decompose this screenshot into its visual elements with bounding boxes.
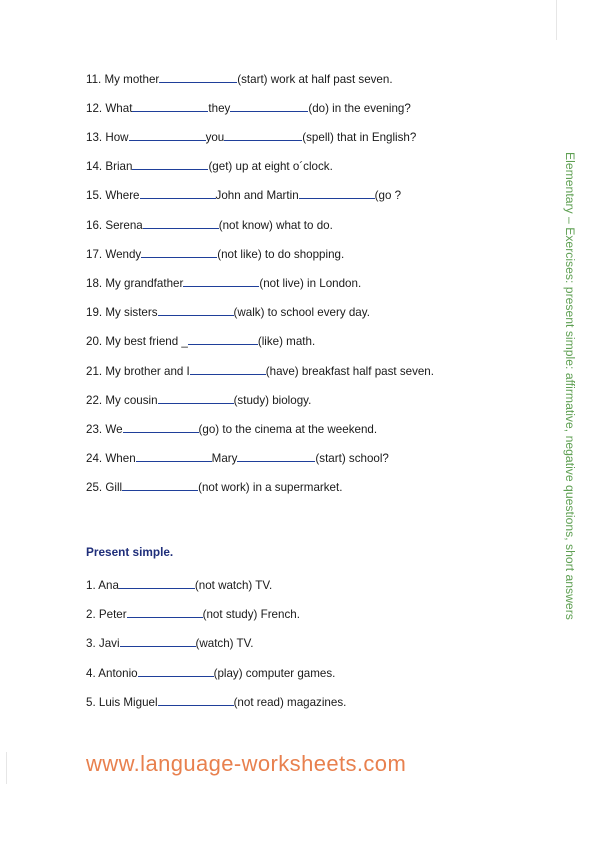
exercise-item: 5. Luis Miguel (not read) magazines. bbox=[86, 693, 346, 709]
answer-blank[interactable] bbox=[132, 99, 208, 112]
exercise-item: 12. What they (do) in the evening? bbox=[86, 99, 411, 115]
exercise-item: 18. My grandfather (not live) in London. bbox=[86, 274, 361, 290]
answer-blank[interactable] bbox=[158, 693, 234, 706]
answer-blank[interactable] bbox=[122, 478, 198, 491]
exercise-item: 16. Serena (not know) what to do. bbox=[86, 216, 333, 232]
answer-blank[interactable] bbox=[129, 128, 206, 141]
exercise-item: 24. When Mary (start) school? bbox=[86, 449, 389, 465]
fold-mark bbox=[556, 0, 557, 40]
answer-blank[interactable] bbox=[159, 70, 237, 83]
answer-blank[interactable] bbox=[299, 186, 375, 199]
answer-blank[interactable] bbox=[136, 449, 212, 462]
footer-url[interactable]: www.language-worksheets.com bbox=[86, 751, 407, 776]
answer-blank[interactable] bbox=[230, 99, 308, 112]
exercise-item: 4. Antonio (play) computer games. bbox=[86, 664, 335, 680]
exercise-item: 1. Ana (not watch) TV. bbox=[86, 576, 272, 592]
fold-mark bbox=[6, 752, 7, 784]
answer-blank[interactable] bbox=[158, 303, 234, 316]
answer-blank[interactable] bbox=[119, 576, 195, 589]
answer-blank[interactable] bbox=[143, 216, 219, 229]
exercise-item: 20. My best friend _ (like) math. bbox=[86, 332, 315, 348]
answer-blank[interactable] bbox=[141, 245, 217, 258]
answer-blank[interactable] bbox=[237, 449, 315, 462]
exercise-item: 13. How you (spell) that in English? bbox=[86, 128, 416, 144]
answer-blank[interactable] bbox=[127, 605, 203, 618]
answer-blank[interactable] bbox=[132, 157, 208, 170]
exercise-item: 25. Gill (not work) in a supermarket. bbox=[86, 478, 342, 494]
answer-blank[interactable] bbox=[190, 362, 266, 375]
answer-blank[interactable] bbox=[224, 128, 302, 141]
answer-blank[interactable] bbox=[138, 664, 214, 677]
exercise-item: 23. We (go) to the cinema at the weekend. bbox=[86, 420, 377, 436]
exercise-item: 3. Javi (watch) TV. bbox=[86, 634, 254, 650]
exercise-item: 19. My sisters (walk) to school every day. bbox=[86, 303, 370, 319]
exercise-item: 22. My cousin (study) biology. bbox=[86, 391, 311, 407]
exercise-item: 11. My mother (start) work at half past seven. bbox=[86, 70, 393, 86]
sidebar-title: Elementary – Exercises: present simple: affirmative, negative questions, short answers bbox=[563, 152, 577, 620]
answer-blank[interactable] bbox=[183, 274, 259, 287]
exercise-item: 2. Peter (not study) French. bbox=[86, 605, 300, 621]
answer-blank[interactable] bbox=[123, 420, 199, 433]
answer-blank[interactable] bbox=[188, 332, 258, 345]
answer-blank[interactable] bbox=[158, 391, 234, 404]
exercise-item: 17. Wendy (not like) to do shopping. bbox=[86, 245, 344, 261]
exercise-item: 14. Brian (get) up at eight o´clock. bbox=[86, 157, 333, 173]
answer-blank[interactable] bbox=[120, 634, 196, 647]
exercise-item: 21. My brother and I (have) breakfast half past seven. bbox=[86, 362, 434, 378]
section-heading: Present simple. bbox=[86, 545, 174, 559]
answer-blank[interactable] bbox=[140, 186, 216, 199]
exercise-item: 15. Where John and Martin (go ? bbox=[86, 186, 401, 202]
